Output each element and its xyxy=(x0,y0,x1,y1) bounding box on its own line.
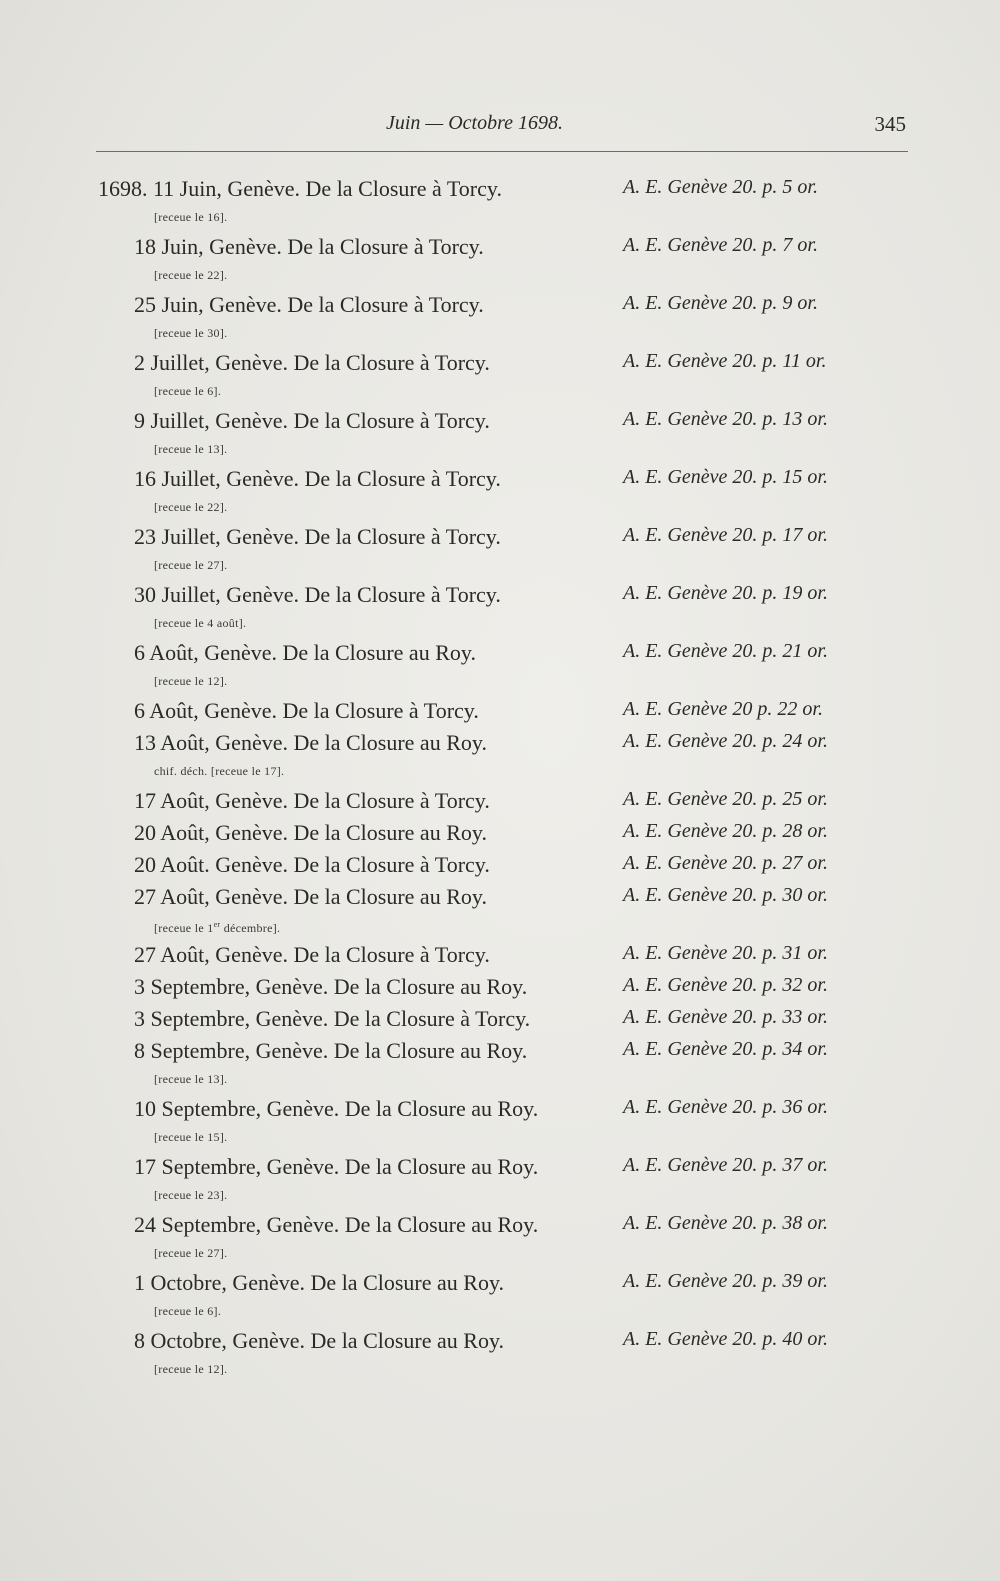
entry xyxy=(98,230,908,288)
entry-note: [receue le 16]. xyxy=(154,210,228,224)
entry-reference: A. E. Genève 20. p. 31 or. xyxy=(623,942,828,964)
entry-note: [receue le 6]. xyxy=(154,384,222,398)
entry xyxy=(98,578,908,636)
entry xyxy=(98,970,908,1002)
entry-reference: A. E. Genève 20. p. 15 or. xyxy=(623,466,828,488)
entry-note: [receue le 30]. xyxy=(154,326,228,340)
entry-reference: A. E. Genève 20. p. 7 or. xyxy=(623,234,818,256)
entry-main: 20 Août. Genève. De la Closure à Torcy. xyxy=(134,852,490,877)
entry-note: [receue le 13]. xyxy=(154,442,228,456)
entry-main: 27 Août, Genève. De la Closure au Roy. xyxy=(134,884,487,909)
entry-main: 1698. 11 Juin, Genève. De la Closure à Torcy. xyxy=(98,176,502,201)
entry-reference: A. E. Genève 20. p. 24 or. xyxy=(623,730,828,752)
entry-main: 6 Août, Genève. De la Closure au Roy. xyxy=(134,640,476,665)
entry-note: [receue le 15]. xyxy=(154,1130,228,1144)
entry xyxy=(98,1266,908,1324)
entry-reference: A. E. Genève 20. p. 27 or. xyxy=(623,852,828,874)
entry-main: 30 Juillet, Genève. De la Closure à Torcy. xyxy=(134,582,501,607)
entry-note: [receue le 22]. xyxy=(154,268,228,282)
entry-main: 10 Septembre, Genève. De la Closure au Roy. xyxy=(134,1096,539,1121)
entry-main: 20 Août, Genève. De la Closure au Roy. xyxy=(134,820,487,845)
entry xyxy=(98,1208,908,1266)
entry-reference: A. E. Genève 20. p. 30 or. xyxy=(623,884,828,906)
entry-main: 8 Octobre, Genève. De la Closure au Roy. xyxy=(134,1328,505,1353)
header-rule xyxy=(96,151,908,152)
entry-reference: A. E. Genève 20. p. 21 or. xyxy=(623,640,828,662)
entry-reference: A. E. Genève 20. p. 25 or. xyxy=(623,788,828,810)
entry-note: chif. déch. [receue le 17]. xyxy=(154,764,285,778)
entry-reference: A. E. Genève 20. p. 33 or. xyxy=(623,1006,828,1028)
entry-reference: A. E. Genève 20. p. 34 or. xyxy=(623,1038,828,1060)
entry xyxy=(98,1002,908,1034)
entry xyxy=(98,1150,908,1208)
entry xyxy=(98,288,908,346)
entry xyxy=(98,520,908,578)
entry-note: [receue le 22]. xyxy=(154,500,228,514)
entry xyxy=(98,636,908,694)
entry-note: [receue le 4 août]. xyxy=(154,616,247,630)
entry-note: [receue le 13]. xyxy=(154,1072,228,1086)
page-header xyxy=(96,112,906,146)
running-title: Juin — Octobre 1698. xyxy=(386,112,564,134)
entry-main: 6 Août, Genève. De la Closure à Torcy. xyxy=(134,698,479,723)
entry-main: 23 Juillet, Genève. De la Closure à Torcy. xyxy=(134,524,501,549)
entry-note: [receue le 12]. xyxy=(154,674,228,688)
entry-reference: A. E. Genève 20. p. 39 or. xyxy=(623,1270,828,1292)
entry xyxy=(98,880,908,938)
entry-main: 18 Juin, Genève. De la Closure à Torcy. xyxy=(134,234,484,259)
entry-main: 1 Octobre, Genève. De la Closure au Roy. xyxy=(134,1270,505,1295)
entry-reference: A. E. Genève 20. p. 11 or. xyxy=(623,350,827,372)
entry xyxy=(98,172,908,230)
entry-note: [receue le 12]. xyxy=(154,1362,228,1376)
entry-main: 25 Juin, Genève. De la Closure à Torcy. xyxy=(134,292,484,317)
entry-reference: A. E. Genève 20. p. 28 or. xyxy=(623,820,828,842)
entry-reference: A. E. Genève 20 p. 22 or. xyxy=(623,698,823,720)
entry-note: [receue le 27]. xyxy=(154,1246,228,1260)
entry-reference: A. E. Genève 20. p. 17 or. xyxy=(623,524,828,546)
entry xyxy=(98,848,908,880)
entry xyxy=(98,346,908,404)
entry-reference: A. E. Genève 20. p. 5 or. xyxy=(623,176,818,198)
entry xyxy=(98,404,908,462)
entry-main: 17 Août, Genève. De la Closure à Torcy. xyxy=(134,788,490,813)
page-number: 345 xyxy=(874,112,906,136)
entry-reference: A. E. Genève 20. p. 9 or. xyxy=(623,292,818,314)
entry-reference: A. E. Genève 20. p. 37 or. xyxy=(623,1154,828,1176)
entry-note: [receue le 23]. xyxy=(154,1188,228,1202)
entry-reference: A. E. Genève 20. p. 36 or. xyxy=(623,1096,828,1118)
entry-main: 17 Septembre, Genève. De la Closure au Roy. xyxy=(134,1154,539,1179)
entry-main: 9 Juillet, Genève. De la Closure à Torcy. xyxy=(134,408,490,433)
entry-note: [receue le 1er décembre]. xyxy=(154,920,281,935)
entry xyxy=(98,784,908,816)
entry-note: [receue le 6]. xyxy=(154,1304,222,1318)
entry-main: 8 Septembre, Genève. De la Closure au Roy. xyxy=(134,1038,528,1063)
entry-main: 24 Septembre, Genève. De la Closure au Roy. xyxy=(134,1212,539,1237)
entry-note: [receue le 27]. xyxy=(154,558,228,572)
entry-main: 2 Juillet, Genève. De la Closure à Torcy. xyxy=(134,350,490,375)
entry-reference: A. E. Genève 20. p. 38 or. xyxy=(623,1212,828,1234)
entry xyxy=(98,1324,908,1382)
entry-reference: A. E. Genève 20. p. 19 or. xyxy=(623,582,828,604)
entry-main: 27 Août, Genève. De la Closure à Torcy. xyxy=(134,942,490,967)
entry-main: 3 Septembre, Genève. De la Closure au Roy. xyxy=(134,974,528,999)
entry-reference: A. E. Genève 20. p. 13 or. xyxy=(623,408,828,430)
entry xyxy=(98,1092,908,1150)
entry xyxy=(98,462,908,520)
entry xyxy=(98,938,908,970)
entry xyxy=(98,726,908,784)
entry xyxy=(98,694,908,726)
entry-main: 3 Septembre, Genève. De la Closure à Torcy. xyxy=(134,1006,531,1031)
entry-main: 13 Août, Genève. De la Closure au Roy. xyxy=(134,730,487,755)
entry-reference: A. E. Genève 20. p. 40 or. xyxy=(623,1328,828,1350)
entry-main: 16 Juillet, Genève. De la Closure à Torcy. xyxy=(134,466,501,491)
entry-list xyxy=(98,172,908,1382)
entry xyxy=(98,816,908,848)
entry xyxy=(98,1034,908,1092)
entry-reference: A. E. Genève 20. p. 32 or. xyxy=(623,974,828,996)
